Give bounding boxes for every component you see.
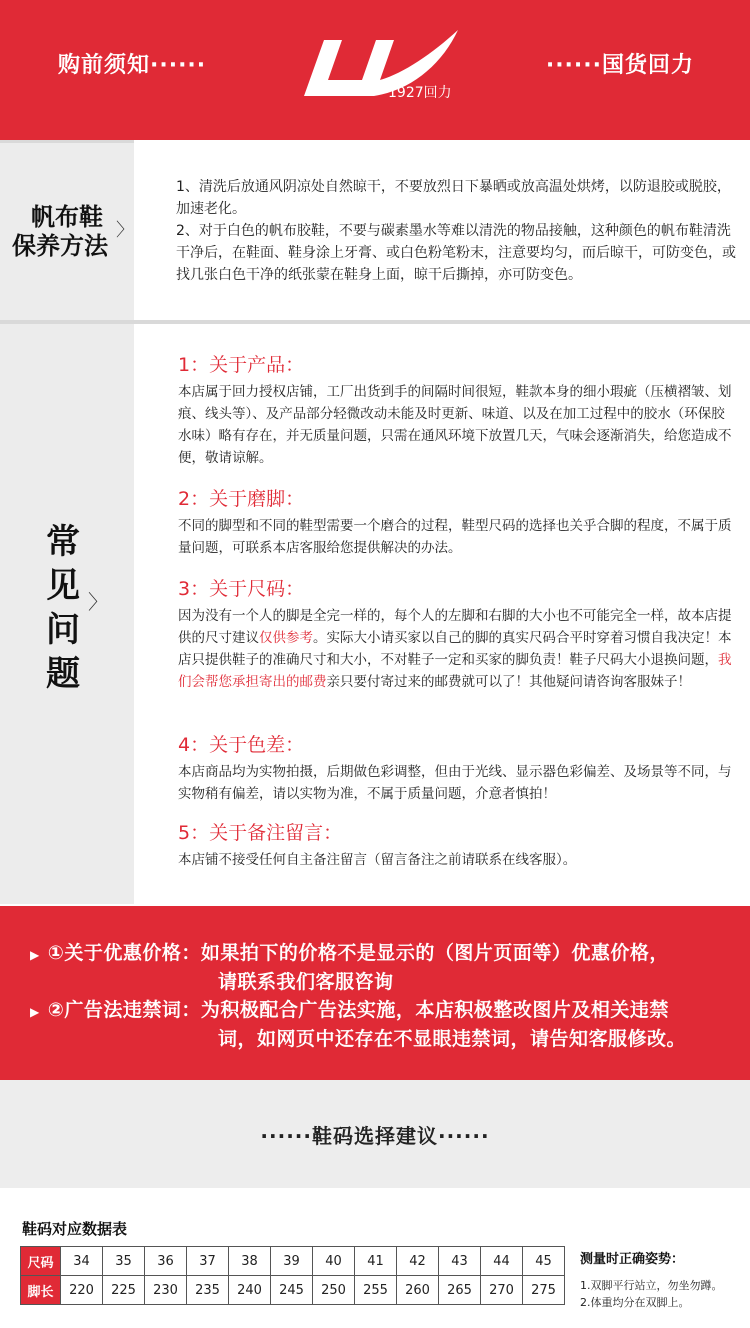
- faq-item-size: [178, 574, 738, 693]
- faq-text: 本店属于回力授权店铺，工厂出货到手的间隔时间很短，鞋款本身的细小瑕疵（压横褶皱、划痕、线头等）、及产品部分轻微改动未能及时更新、味道、以及在加工过程中的胶水（环保胶水味）略有存在，并无质量问题，只需在通风环境下放置几天，气味会逐渐消失，给您造成不便，敬请谅解。: [178, 384, 732, 466]
- size-cell: 44: [481, 1247, 523, 1276]
- size-cell: 40: [313, 1247, 355, 1276]
- care-title-line1: 帆布鞋: [31, 203, 103, 231]
- measure-item: 2.体重均分在双脚上。: [580, 1296, 690, 1309]
- length-cell: 250: [313, 1276, 355, 1305]
- faq-text: 本店商品均为实物拍摄，后期做色彩调整，但由于光线、显示器色彩偏差、及场景等不同，与实物稍有偏差，请以实物为准，不属于质量问题，介意者慎拍！: [178, 764, 732, 802]
- size-advice-banner: [0, 1080, 750, 1188]
- faq-heading: 3：关于尺码：: [178, 578, 305, 600]
- faq-text-part: 。实际大小请买家以自己的脚的真实尺码合平时穿着习惯自我决定！本店只提供鞋子的准确尺寸和大小，不对鞋子一定和买家的脚负责！鞋子尺码大小退换问题，: [178, 630, 732, 668]
- faq-title-char: 题: [46, 654, 80, 694]
- size-table: [20, 1246, 565, 1305]
- notice-text: 如果拍下的价格不是显示的（图片页面等）优惠价格，: [200, 942, 669, 964]
- length-cell: 230: [145, 1276, 187, 1305]
- faq-highlight: 我们会帮您承担寄出的邮费: [178, 652, 732, 690]
- faq-item-product: [178, 350, 738, 469]
- faq-item-notes: [178, 818, 738, 871]
- header-banner: [0, 0, 750, 140]
- notice-banner: [0, 906, 750, 1080]
- care-body: [176, 176, 736, 286]
- faq-text-part: 亲只要付寄过来的邮费就可以了！其他疑问请咨询客服妹子！: [326, 674, 691, 690]
- size-row: [21, 1247, 565, 1276]
- care-title: [12, 203, 122, 261]
- size-cell: 42: [397, 1247, 439, 1276]
- measure-title: 测量时正确姿势：: [580, 1252, 685, 1267]
- size-cell: 45: [523, 1247, 565, 1276]
- faq-section: [0, 324, 750, 904]
- length-cell: 240: [229, 1276, 271, 1305]
- logo-subtitle: 1927回力: [388, 85, 452, 101]
- length-cell: 220: [61, 1276, 103, 1305]
- size-cell: 38: [229, 1247, 271, 1276]
- faq-side-panel: [0, 324, 134, 904]
- faq-item-color: [178, 730, 738, 805]
- faq-title-char: 常: [46, 522, 80, 562]
- faq-heading: 2：关于磨脚：: [178, 488, 305, 510]
- arrow-right-icon: ▶: [30, 1005, 40, 1019]
- faq-title: [46, 520, 86, 696]
- faq-text: 不同的脚型和不同的鞋型需要一个磨合的过程，鞋型尺码的选择也关乎合脚的程度，不属于质量问题，可联系本店客服给您提供解决的办法。: [178, 518, 732, 556]
- faq-title-char: 问: [46, 610, 80, 650]
- faq-item-fit: [178, 484, 738, 559]
- length-cell: 260: [397, 1276, 439, 1305]
- length-cell: 265: [439, 1276, 481, 1305]
- length-cell: 235: [187, 1276, 229, 1305]
- size-cell: 41: [355, 1247, 397, 1276]
- faq-heading: 4：关于色差：: [178, 734, 305, 756]
- size-cell: 43: [439, 1247, 481, 1276]
- size-cell: 39: [271, 1247, 313, 1276]
- chevron-right-icon: 〉: [116, 220, 134, 241]
- length-cell: 275: [523, 1276, 565, 1305]
- care-tip-1: 1、清洗后放通风阴凉处自然晾干，不要放烈日下暴晒或放高温处烘烤，以防退胶或脱胶，加速老化。: [176, 179, 731, 217]
- header-right-text: ······国货回力: [545, 53, 694, 78]
- faq-text: 本店铺不接受任何自主备注留言（留言备注之前请联系在线客服）。: [178, 852, 577, 868]
- length-cell: 255: [355, 1276, 397, 1305]
- faq-text: [178, 605, 738, 693]
- arrow-right-icon: ▶: [30, 948, 40, 962]
- notice-text: 为积极配合广告法实施，本店积极整改图片及相关违禁: [200, 999, 669, 1021]
- faq-highlight: 仅供参考: [259, 630, 313, 646]
- header-left-text: 购前须知······: [58, 53, 207, 78]
- length-row: [21, 1276, 565, 1305]
- notice-line-1: [30, 938, 669, 965]
- care-side-panel: [0, 140, 134, 320]
- length-cell: 245: [271, 1276, 313, 1305]
- notice-line-4: 词，如网页中还存在不显眼违禁词，请告知客服修改。: [218, 1028, 687, 1050]
- size-row-label: 尺码: [21, 1247, 61, 1276]
- care-tip-2: 2、对于白色的帆布胶鞋，不要与碳素墨水等难以清洗的物品接触，这种颜色的帆布鞋清洗干净后，在鞋面、鞋身涂上牙膏、或白色粉笔粉末，注意要均匀，而后晾干，可防变色，或找几张白色干净的纸张蒙在鞋身上面，晾干后撕掉，亦可防变色。: [176, 223, 736, 283]
- size-table-title: 鞋码对应数据表: [22, 1220, 128, 1238]
- size-cell: 34: [61, 1247, 103, 1276]
- notice-line-3: [30, 995, 669, 1022]
- care-title-line2: 保养方法: [12, 232, 108, 260]
- measure-instructions: [580, 1248, 745, 1311]
- length-row-label: 脚长: [21, 1276, 61, 1305]
- notice-label: ②广告法违禁词：: [47, 999, 201, 1021]
- notice-label: ①关于优惠价格：: [47, 942, 201, 964]
- size-cell: 35: [103, 1247, 145, 1276]
- faq-heading: 5：关于备注留言：: [178, 822, 343, 844]
- care-section: [0, 140, 750, 320]
- faq-title-char: 见: [46, 566, 80, 606]
- length-cell: 225: [103, 1276, 145, 1305]
- notice-line-2: 请联系我们客服咨询: [218, 971, 394, 993]
- faq-text-part: 因为没有一个人的脚是全完一样的，每个人的左脚和右脚的大小也不可能完全一样，故本店提供的尺寸建议: [178, 608, 732, 646]
- faq-heading: 1：关于产品：: [178, 354, 305, 376]
- length-cell: 270: [481, 1276, 523, 1305]
- chevron-right-icon: 〉: [88, 590, 108, 614]
- measure-item: 1.双脚平行站立，勿坐勿蹲。: [580, 1279, 723, 1292]
- size-cell: 37: [187, 1247, 229, 1276]
- size-advice-title: ······鞋码选择建议······: [260, 1124, 490, 1148]
- size-cell: 36: [145, 1247, 187, 1276]
